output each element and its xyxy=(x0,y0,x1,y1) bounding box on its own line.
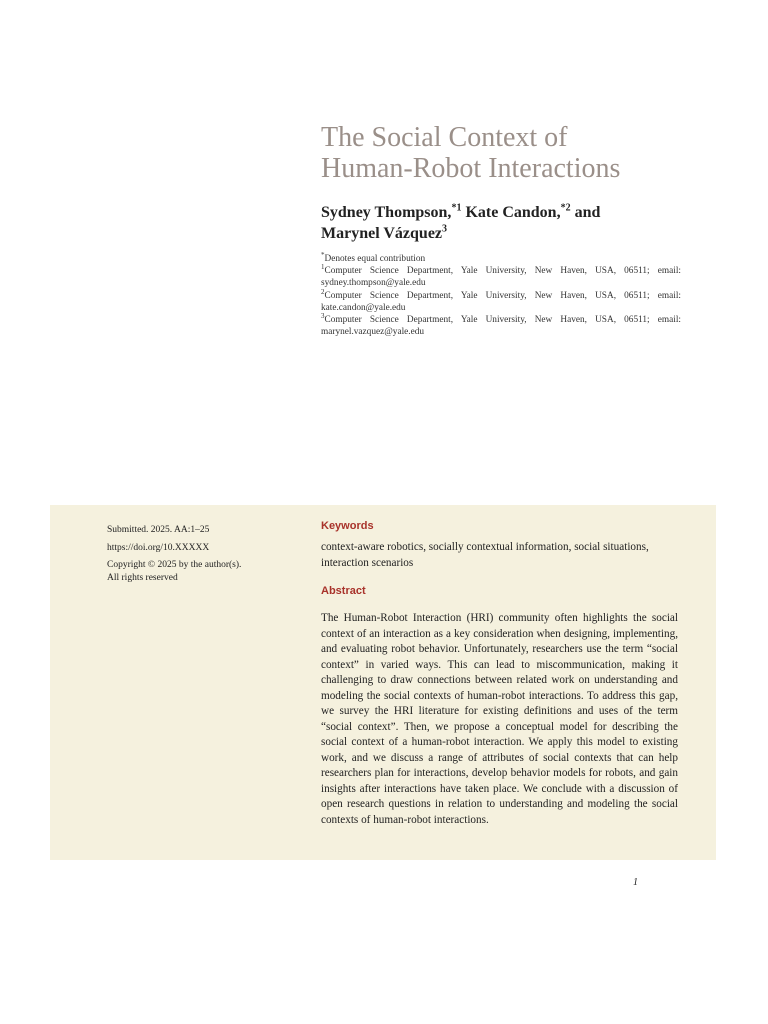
keywords-text: context-aware robotics, socially contextual information, social situations, interaction scenarios xyxy=(321,541,649,569)
author-and: and xyxy=(570,204,601,221)
affiliation-text: Computer Science Department, Yale University, New Haven, USA, 06511; email: sydney.thompson@yale.edu xyxy=(321,266,681,289)
author-2-name: Kate Candon, xyxy=(461,204,561,221)
doi-link[interactable]: https://doi.org/10.XXXXX xyxy=(107,542,210,553)
submission-info: Submitted. 2025. AA:1–25 xyxy=(107,525,210,535)
affiliation-item xyxy=(321,265,681,289)
copyright-notice xyxy=(107,559,282,584)
page-number: 1 xyxy=(633,877,638,888)
author-1-name: Sydney Thompson, xyxy=(321,204,452,221)
affiliation-mark: 2 xyxy=(321,287,325,296)
affiliation-mark: 1 xyxy=(321,263,325,272)
author-2-marks: *2 xyxy=(560,202,571,214)
title-line-2: Human-Robot Interactions xyxy=(321,153,621,184)
affiliation-list xyxy=(321,250,681,338)
affiliation-mark: * xyxy=(321,250,325,259)
affiliation-text: Computer Science Department, Yale University, New Haven, USA, 06511; email: kate.candon@yale.edu xyxy=(321,290,681,313)
author-3-marks: 3 xyxy=(442,223,448,235)
abstract-text: The Human-Robot Interaction (HRI) community often highlights the social context of an interaction as a key consideration when designing, implementing, and evaluating robot behavior. Unfortunately, researchers use the term “social context” in varied ways. This can lead to miscommunication, making it challenging to draw connections between related work on understanding and modeling the social contexts of human-robot interactions. To address this gap, we survey the HRI literature for existing definitions and uses of the term “social context”. Then, we propose a conceptual model for describing the social context of a human-robot interaction. We apply this model to existing work, and we discuss a range of attributes of social contexts that can help researchers plan for interactions, develop behavior models for robots, and gain insights after interactions have taken place. We conclude with a discussion of open research questions in relation to understanding and modeling the social contexts of human-robot interactions. xyxy=(321,612,678,826)
author-list xyxy=(321,202,681,244)
affiliation-item xyxy=(321,250,681,265)
affiliation-item xyxy=(321,287,681,314)
abstract-column xyxy=(321,519,678,839)
affiliation-text: Computer Science Department, Yale University, New Haven, USA, 06511; email: marynel.vazquez@yale.edu xyxy=(321,315,681,338)
abstract-heading: Abstract xyxy=(321,585,366,597)
copyright-line-2: All rights reserved xyxy=(107,572,178,583)
author-1-marks: *1 xyxy=(451,202,462,214)
affiliation-mark: 3 xyxy=(321,311,325,320)
affiliation-text: Denotes equal contribution xyxy=(324,254,426,264)
affiliation-item xyxy=(321,311,681,338)
publication-meta xyxy=(107,524,282,589)
title-line-1: The Social Context of xyxy=(321,122,568,153)
author-3-name: Marynel Vázquez xyxy=(321,225,443,242)
paper-title xyxy=(321,122,681,184)
keywords-heading: Keywords xyxy=(321,520,374,532)
copyright-line-1: Copyright © 2025 by the author(s). xyxy=(107,560,242,570)
paper-header xyxy=(321,122,681,338)
